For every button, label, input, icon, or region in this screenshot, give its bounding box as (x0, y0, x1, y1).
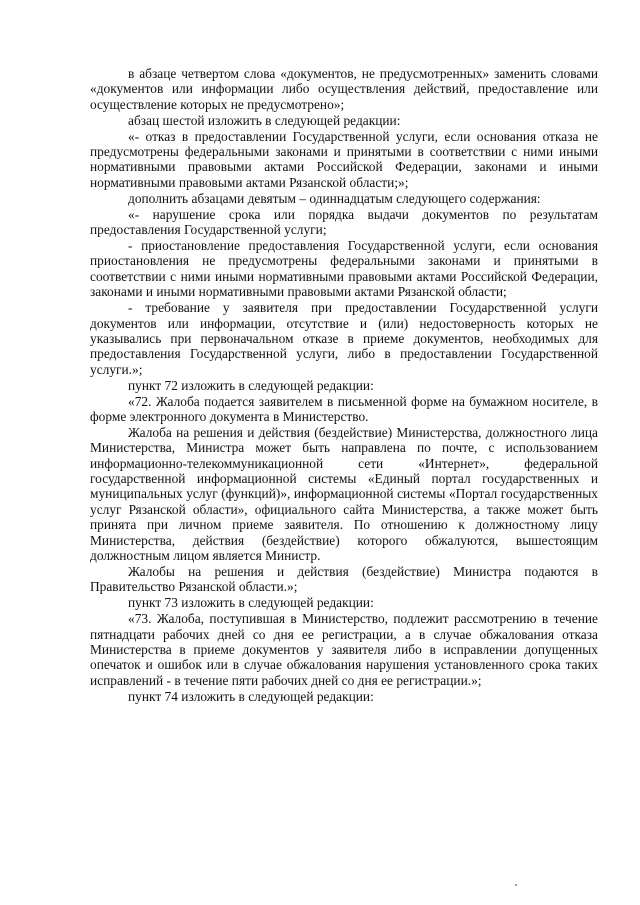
document-body (90, 66, 598, 705)
paragraph-5: «- нарушение срока или порядка выдачи документов по результатам предоставления Государственной услуги; (90, 206, 598, 238)
paragraph-14: пункт 74 изложить в следующей редакции: (128, 688, 374, 704)
paragraph-11: Жалобы на решения и действия (бездействие) Министра подаются в Правительство Рязанской области.»; (90, 564, 598, 595)
paragraph-2: абзац шестой изложить в следующей редакции: (128, 112, 401, 128)
paragraph-10: Жалоба на решения и действия (бездействие) Министерства, должностного лица Министерства, Министра может быть направлена по почте, с использованием информационно-телекоммуникационной сети «Интернет», федеральной государственной информационной системы «Единый портал государственных и муниципальных услуг (функций)», информационной системы «Портал государственных услуг Рязанской области», официального сайта Министерства, а также может быть принята при личном приеме заявителя. По отношению к должностному лицу Министерства, действия (бездействие) которого обжалуются, вышестоящим должностным лицом является Министр. (90, 424, 598, 564)
paragraph-9: «72. Жалоба подается заявителем в письменной форме на бумажном носителе, в форме электронного документа в Министерство. (90, 393, 598, 424)
paragraph-3: «- отказ в предоставлении Государственной услуги, если основания отказа не предусмотрены федеральными законами и принятыми в соответствии с ними иными нормативными правовыми актами Российской Федерации, законами и иными нормативными правовыми актами Рязанской области;»; (90, 128, 598, 190)
paragraph-4: дополнить абзацами девятым – одиннадцатым следующего содержания: (128, 190, 541, 206)
paragraph-1: в абзаце четвертом слова «документов, не предусмотренных» заменить словами «документов или информации либо осуществления действий, предоставление или осуществление которых не предусмотрено»; (90, 66, 598, 112)
paragraph-8: пункт 72 изложить в следующей редакции: (128, 377, 374, 393)
paragraph-13: «73. Жалоба, поступившая в Министерство, подлежит рассмотрению в течение пятнадцати рабочих дней со дня ее регистрации, а в случае обжалования отказа Министерства в приеме документов у заявителя либо в исправлении допущенных опечаток и ошибок или в случае обжалования нарушения установленного срока таких исправлений - в течение пяти рабочих дней со дня ее регистрации.»; (90, 611, 598, 688)
scan-speck (515, 884, 517, 886)
paragraph-12: пункт 73 изложить в следующей редакции: (128, 595, 374, 611)
paragraph-6: - приостановление предоставления Государственной услуги, если основания приостановления не предусмотрены федеральными законами и принятыми в соответствии с ними иными нормативными правовыми актами Российской Федерации, законами и иными нормативными правовыми актами Рязанской области; (90, 237, 598, 300)
paragraph-7: - требование у заявителя при предоставлении Государственной услуги документов или информации, отсутствие и (или) недостоверность которых не указывались при первоначальном отказе в приеме документов, необходимых для предоставления Государственной услуги, либо в предоставлении Государственной услуги.»; (90, 300, 598, 377)
